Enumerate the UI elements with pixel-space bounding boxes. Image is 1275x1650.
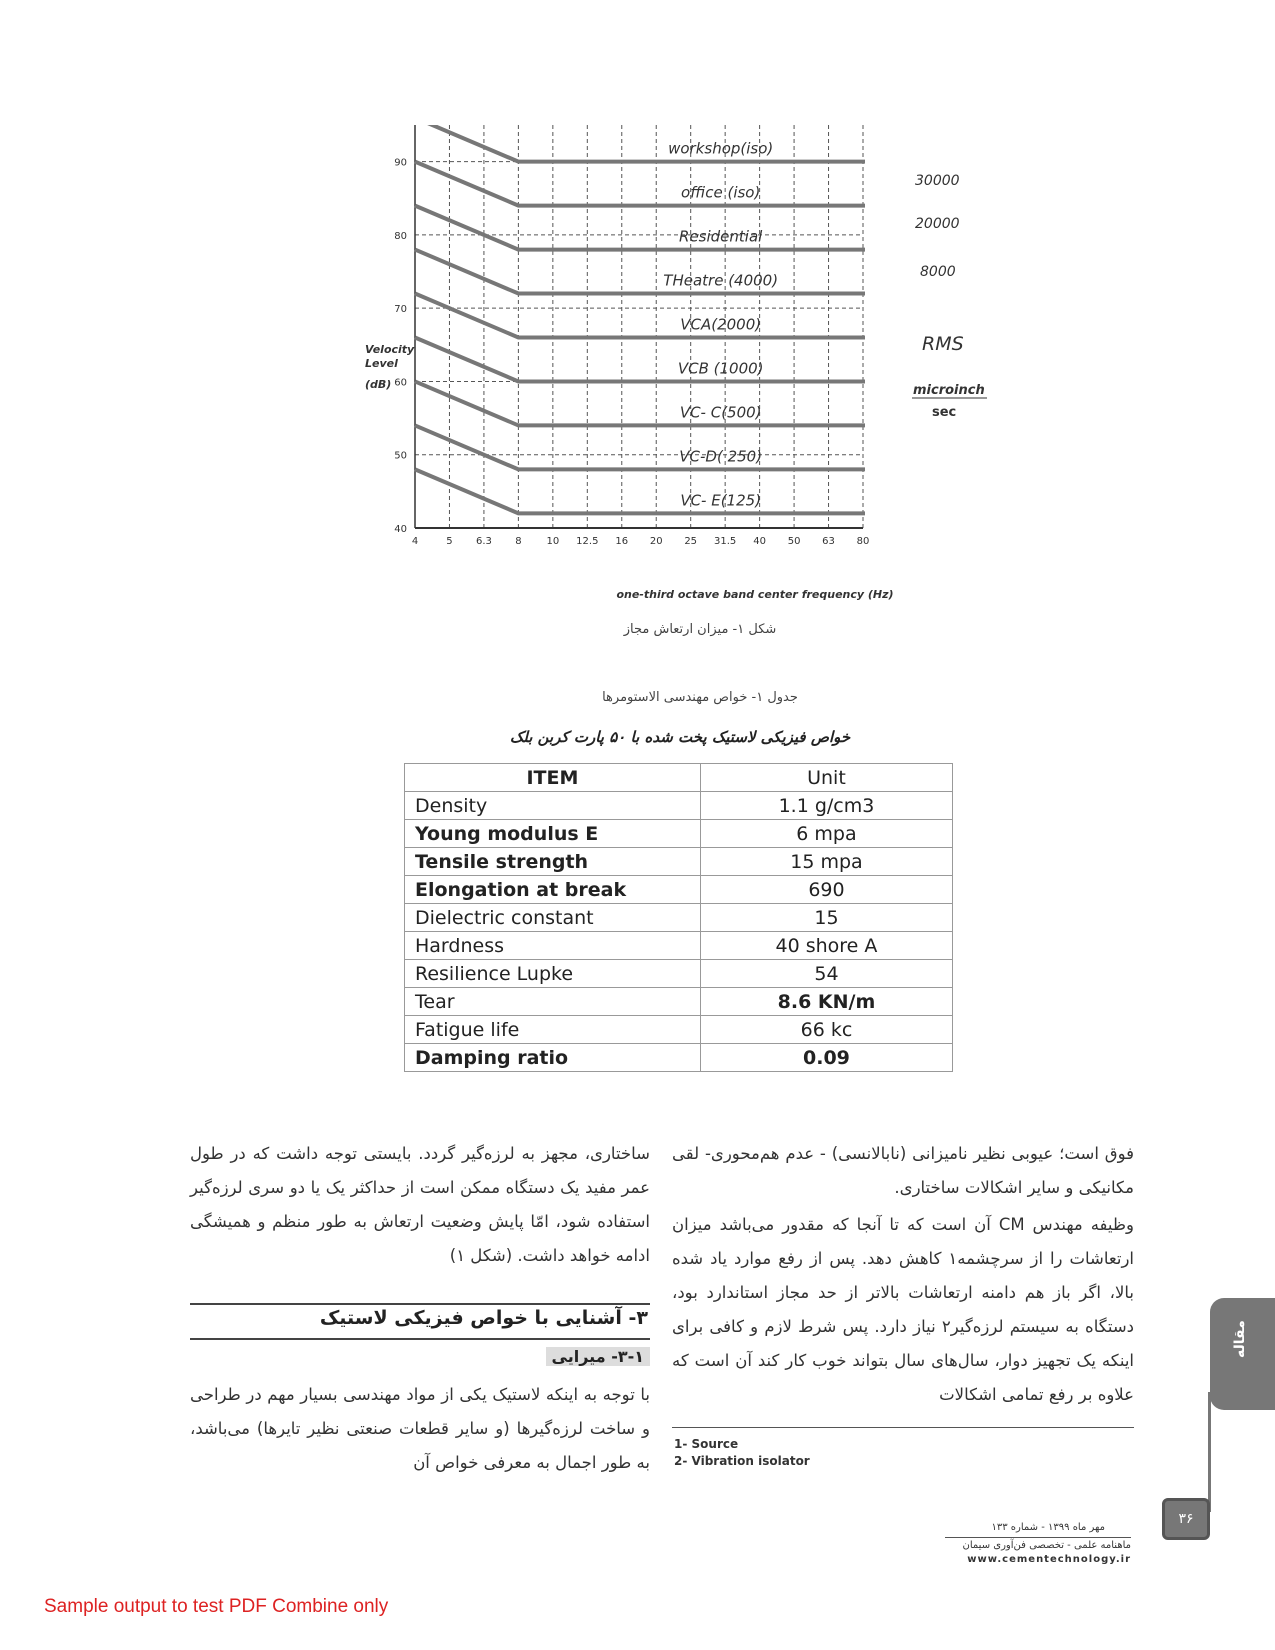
table-row: [405, 960, 953, 988]
series-label: THeatre (4000): [663, 271, 779, 290]
footnote-2: 2- Vibration isolator: [674, 1454, 810, 1468]
y-tick-label: 50: [394, 450, 407, 462]
table-row: [405, 876, 953, 904]
series-label: office (iso): [681, 183, 761, 202]
journal-divider: [945, 1537, 1131, 1538]
side-tab-label: مقاله: [1232, 1320, 1248, 1358]
x-tick-label: 50: [787, 536, 801, 547]
page-number: ۳۶: [1162, 1498, 1210, 1540]
cell-value: 0.09: [700, 1044, 952, 1072]
table-row: [405, 988, 953, 1016]
right-column-paragraph-1: فوق است؛ عیوبی نظیر نامیزانی (نابالانسی) - عدم هم‌محوری- لقی مکانیکی و سایر اشکالات ساختاری.: [672, 1144, 1134, 1197]
properties-table: [404, 763, 953, 1072]
series-label: VC- C(500): [679, 403, 762, 422]
journal-url: www.cementechnology.ir: [967, 1554, 1131, 1565]
journal-issue: مهر ماه ۱۳۹۹ - شماره ۱۳۳: [991, 1522, 1105, 1533]
series-label: workshop(iso): [668, 139, 774, 158]
series-line: [415, 294, 865, 338]
right-label-sec: sec: [932, 405, 957, 420]
cell-value: 15: [700, 904, 952, 932]
y-axis-label-3: (dB): [365, 378, 392, 391]
x-tick-label: 12.5: [576, 536, 599, 547]
table-row: [405, 932, 953, 960]
journal-name: ماهنامه علمی - تخصصی فن‌آوری سیمان: [962, 1540, 1131, 1551]
x-tick-label: 20: [649, 536, 663, 547]
header-unit: Unit: [700, 764, 952, 792]
x-tick-label: 5: [446, 536, 453, 547]
series-label: VC- E(125): [680, 491, 762, 510]
x-tick-label: 80: [856, 536, 870, 547]
series-label: VCB (1000): [677, 359, 764, 378]
left-column-paragraph-2: با توجه به اینکه لاستیک یکی از مواد مهندسی بسیار مهم در طراحی و ساخت لرزه‌گیرها (و سایر قطعات صنعتی نظیر تایرها) می‌باشد، به طور اجمال به معرفی خواص آن: [190, 1385, 650, 1472]
x-tick-label: 63: [822, 536, 835, 547]
series-line: [415, 425, 865, 469]
x-tick-label: 16: [615, 536, 629, 547]
cell-value: 40 shore A: [700, 932, 952, 960]
x-tick-label: 4: [411, 536, 419, 547]
cell-item: Dielectric constant: [405, 904, 701, 932]
side-tab-border: [1200, 1392, 1211, 1512]
section-rule-bottom: [190, 1338, 650, 1340]
x-tick-label: 25: [684, 536, 698, 547]
subsection-heading: ۳-۱- میرایی: [546, 1347, 650, 1366]
series-label: Residential: [679, 227, 763, 246]
series-line: [415, 125, 865, 162]
table-row: [405, 820, 953, 848]
watermark-text: Sample output to test PDF Combine only: [44, 1596, 389, 1617]
series-label: VC-D( 250): [679, 447, 763, 466]
header-item: ITEM: [405, 764, 701, 792]
cell-item: Density: [405, 792, 701, 820]
series-line: [415, 469, 865, 513]
cell-item: Young modulus E: [405, 820, 701, 848]
y-tick-label: 60: [394, 377, 407, 389]
table-row: [405, 848, 953, 876]
y-axis-label-1: Velocity: [365, 343, 415, 356]
right-label-rms: RMS: [922, 333, 964, 355]
cell-value: 690: [700, 876, 952, 904]
table-row: [405, 1044, 953, 1072]
y-tick-label: 80: [394, 230, 407, 242]
chart-ticks: [394, 158, 869, 547]
cell-value: 15 mpa: [700, 848, 952, 876]
series-line: [415, 250, 865, 294]
table-header-row: [405, 764, 953, 792]
figure-caption: شکل ۱- میزان ارتعاش مجاز: [623, 622, 777, 637]
cell-item: Resilience Lupke: [405, 960, 701, 988]
y-tick-label: 90: [394, 157, 407, 169]
section-heading: ۳- آشنایی با خواص فیزیکی لاستیک: [319, 1307, 648, 1329]
series-line: [415, 337, 865, 381]
footnote-divider: [672, 1427, 1134, 1428]
cell-value: 6 mpa: [700, 820, 952, 848]
x-tick-label: 10: [546, 536, 560, 547]
series-line: [415, 162, 865, 206]
y-tick-label: 40: [394, 524, 407, 535]
section-side-tab: [1210, 1298, 1275, 1410]
cell-value: 54: [700, 960, 952, 988]
table-caption: جدول ۱- خواص مهندسی الاستومرها: [602, 690, 798, 705]
vibration-criteria-chart: [355, 125, 995, 615]
cell-item: Tensile strength: [405, 848, 701, 876]
section-rule-top: [190, 1303, 650, 1305]
x-tick-label: 8: [515, 536, 522, 547]
cell-item: Hardness: [405, 932, 701, 960]
right-column-paragraph-2: وظیفه مهندس CM آن است که تا آنجا که مقدور می‌باشد میزان ارتعاشات را از سرچشمه۱ کاهش دهد. پس از رفع موارد یاد شده بالا، اگر باز هم دامنه ارتعاشات بالاتر از حد مجاز استاندارد بود، دستگاه به سیستم لرزه‌گیر۲ نیاز دارد. پس شرط لازم و کافی برای اینکه یک تجهیز دوار، سال‌های سال بتواند خوب کار کند آن است که علاوه بر رفع تمامی اشکالات: [672, 1215, 1135, 1404]
table-body: [405, 792, 953, 1072]
y-axis-label-2: Level: [365, 357, 398, 370]
cell-value: 66 kc: [700, 1016, 952, 1044]
table-subtitle: خواص فیزیکی لاستیک پخت شده با ۵۰ پارت کربن بلک: [509, 728, 851, 746]
right-label-20000: 20000: [915, 216, 960, 232]
footnote-1: 1- Source: [674, 1437, 739, 1451]
series-line: [415, 206, 865, 250]
right-label-8000: 8000: [920, 264, 956, 280]
right-label-microinch: microinch: [913, 383, 985, 398]
cell-item: Tear: [405, 988, 701, 1016]
left-column-paragraph-1: ساختاری، مجهز به لرزه‌گیر گردد. بایستی توجه داشت که در طول عمر مفید یک دستگاه ممکن است از حداکثر یک یا دو سری لرزه‌گیر استفاده شود، امّا پایش وضعیت ارتعاش به طور منظم و همیشگی ادامه خواهد داشت. (شکل ۱): [190, 1144, 650, 1265]
series-line: [415, 381, 865, 425]
series-label: VCA(2000): [680, 315, 762, 334]
table-row: [405, 1016, 953, 1044]
table-row: [405, 792, 953, 820]
x-tick-label: 6.3: [475, 536, 492, 547]
x-tick-label: 40: [753, 536, 766, 547]
cell-item: Elongation at break: [405, 876, 701, 904]
y-tick-label: 70: [394, 304, 407, 316]
x-tick-label: 31.5: [714, 536, 737, 547]
cell-item: Damping ratio: [405, 1044, 701, 1072]
cell-value: 8.6 KN/m: [700, 988, 952, 1016]
cell-item: Fatigue life: [405, 1016, 701, 1044]
right-label-30000: 30000: [915, 173, 960, 189]
table-row: [405, 904, 953, 932]
x-axis-label: one-third octave band center frequency (Hz): [616, 588, 894, 601]
cell-value: 1.1 g/cm3: [700, 792, 952, 820]
